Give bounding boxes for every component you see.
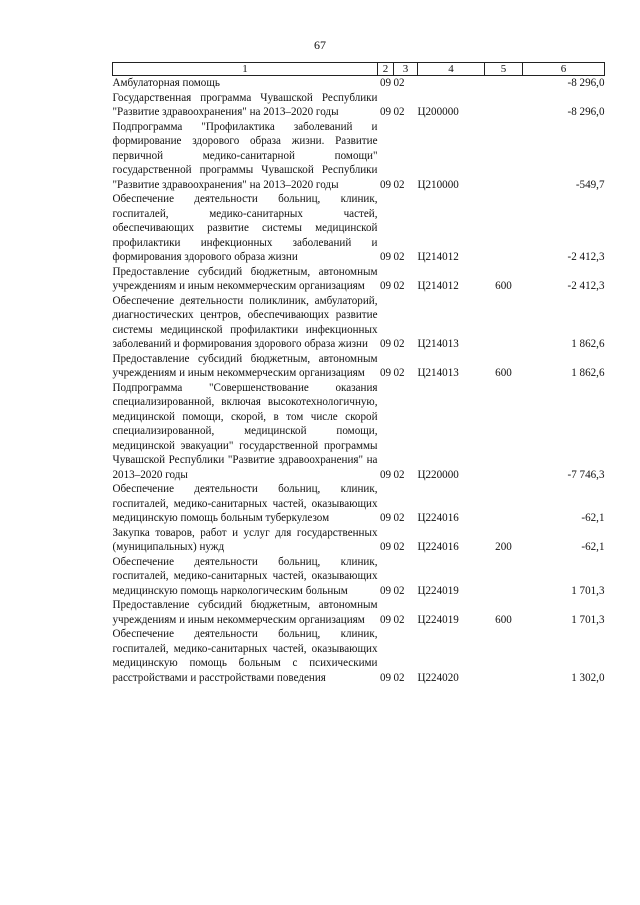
row-name: Обеспечение деятельности больниц, клиник, госпиталей, медико-санитарных частей, оказывающих медицинскую помощь больным туберкулезом: [112, 483, 378, 524]
row-csr: Ц224020: [417, 671, 459, 684]
page-number: 67: [314, 38, 326, 52]
row-vr: [485, 192, 523, 265]
row-razdel: 09: [379, 468, 392, 481]
table-row: [113, 120, 605, 193]
row-csr: Ц224019: [417, 584, 459, 597]
column-header-vr: 5: [485, 63, 523, 76]
column-header-razdel: 2: [378, 63, 394, 76]
row-sum: 1 862,6: [571, 338, 605, 350]
row-name: Государственная программа Чувашской Республики "Развитие здравоохранения" на 2013–2020 годы: [112, 91, 378, 118]
column-header-podrazdel: 3: [394, 63, 418, 76]
row-podrazdel: 02: [393, 251, 405, 263]
row-razdel: 09: [379, 671, 392, 684]
row-csr: Ц214012: [417, 251, 459, 263]
row-name: Обеспечение деятельности больниц, клиник, госпиталей, медико-санитарных частей, обеспечивающих развитие системы медицинской профилактики инфекционных заболеваний и формирования здорового образа жизни: [112, 193, 378, 263]
row-vr: [485, 555, 523, 599]
row-vr: [485, 120, 523, 193]
row-podrazdel: 02: [393, 178, 405, 191]
row-vr: [485, 294, 523, 352]
row-razdel: 09: [379, 106, 392, 118]
row-podrazdel: 02: [393, 671, 405, 684]
row-name: Подпрограмма "Совершенствование оказания специализированной, включая высокотехнологичную, медицинской помощи, скорой, в том числе скорой специализированной, медицинской помощи, медицинской эвакуации" государственной программы Чувашской Республики "Развитие здравоохранения" на 2013–2020 годы: [112, 381, 378, 481]
row-podrazdel: 02: [393, 613, 405, 626]
row-csr: Ц214013: [417, 367, 459, 379]
row-csr: Ц214013: [417, 338, 459, 350]
row-csr: Ц224016: [417, 541, 459, 553]
column-header-sum: 6: [523, 63, 605, 76]
table-row: [113, 381, 605, 483]
table-row: [113, 265, 605, 294]
table-row: [113, 526, 605, 555]
row-name: Обеспечение деятельности поликлиник, амбулаторий, диагностических центров, обеспечивающих развитие системы медицинской профилактики инфекционных заболеваний и формирования здорового образа жизни: [112, 294, 378, 350]
row-sum: -2 412,3: [567, 280, 605, 292]
row-sum: -549,7: [575, 178, 605, 191]
row-sum: -8 296,0: [567, 77, 605, 89]
table-row: [113, 91, 605, 120]
row-podrazdel: 02: [393, 77, 405, 89]
table-row: [113, 192, 605, 265]
row-name: Предоставление субсидий бюджетным, автономным учреждениям и иным некоммерческим организациям: [112, 265, 378, 292]
row-name: Подпрограмма "Профилактика заболеваний и формирование здорового образа жизни. Развитие первичной медико-санитарной помощи" государственной программы Чувашской Республики "Развитие здравоохранения" на 2013–2020 годы: [112, 120, 378, 191]
row-podrazdel: 02: [393, 106, 405, 118]
column-header-csr: 4: [418, 63, 485, 76]
row-sum: -2 412,3: [567, 251, 605, 263]
row-podrazdel: 02: [393, 338, 405, 350]
table-row: [113, 598, 605, 627]
row-razdel: 09: [379, 613, 392, 626]
row-podrazdel: 02: [393, 280, 405, 292]
row-name: Амбулаторная помощь: [112, 77, 220, 89]
budget-table: [112, 62, 605, 685]
row-razdel: 09: [379, 77, 392, 89]
row-vr: [485, 76, 523, 91]
row-podrazdel: 02: [393, 541, 405, 553]
row-podrazdel: 02: [393, 468, 405, 481]
row-csr: Ц210000: [417, 178, 459, 191]
column-header-name: 1: [113, 63, 378, 76]
row-vr: 200: [495, 541, 512, 553]
row-vr: 600: [495, 280, 512, 292]
row-podrazdel: 02: [393, 367, 405, 379]
row-name: Предоставление субсидий бюджетным, автономным учреждениям и иным некоммерческим организациям: [112, 599, 378, 626]
row-vr: [485, 482, 523, 526]
table-row: [113, 294, 605, 352]
row-vr: [485, 627, 523, 685]
row-sum: 1 302,0: [571, 671, 605, 684]
row-vr: 600: [495, 367, 512, 379]
row-razdel: 09: [379, 178, 392, 191]
row-sum: 1 862,6: [571, 367, 605, 379]
row-sum: 1 701,3: [571, 584, 605, 597]
row-csr: Ц200000: [417, 106, 459, 118]
table-row: [113, 627, 605, 685]
row-name: Закупка товаров, работ и услуг для государственных (муниципальных) нужд: [112, 526, 378, 553]
row-razdel: 09: [379, 367, 392, 379]
row-vr: 600: [495, 613, 512, 626]
row-razdel: 09: [379, 512, 392, 524]
row-razdel: 09: [379, 338, 392, 350]
row-csr: Ц224016: [417, 512, 459, 524]
row-csr: Ц214012: [417, 280, 459, 292]
row-razdel: 09: [379, 251, 392, 263]
row-vr: [485, 381, 523, 483]
row-sum: -62,1: [581, 512, 605, 524]
row-razdel: 09: [379, 584, 392, 597]
row-name: Обеспечение деятельности больниц, клиник, госпиталей, медико-санитарных частей, оказывающих медицинскую помощь больным с психическими расстройствами и расстройствами поведения: [112, 628, 378, 684]
table-row: [113, 76, 605, 91]
row-razdel: 09: [379, 541, 392, 553]
row-csr: Ц224019: [417, 613, 459, 626]
row-csr: [418, 76, 485, 91]
row-podrazdel: 02: [393, 512, 405, 524]
row-sum: -62,1: [581, 541, 605, 553]
row-razdel: 09: [379, 280, 392, 292]
row-sum: -8 296,0: [567, 106, 605, 118]
row-name: Обеспечение деятельности больниц, клиник, госпиталей, медико-санитарных частей, оказывающих медицинскую помощь наркологическим больным: [112, 555, 378, 597]
row-name: Предоставление субсидий бюджетным, автономным учреждениям и иным некоммерческим организациям: [112, 352, 378, 379]
row-podrazdel: 02: [393, 584, 405, 597]
column-header-row: [113, 63, 605, 76]
row-vr: [485, 91, 523, 120]
row-sum: -7 746,3: [567, 468, 605, 481]
row-sum: 1 701,3: [571, 613, 605, 626]
table-row: [113, 555, 605, 599]
row-csr: Ц220000: [417, 468, 459, 481]
table-row: [113, 482, 605, 526]
table-row: [113, 352, 605, 381]
